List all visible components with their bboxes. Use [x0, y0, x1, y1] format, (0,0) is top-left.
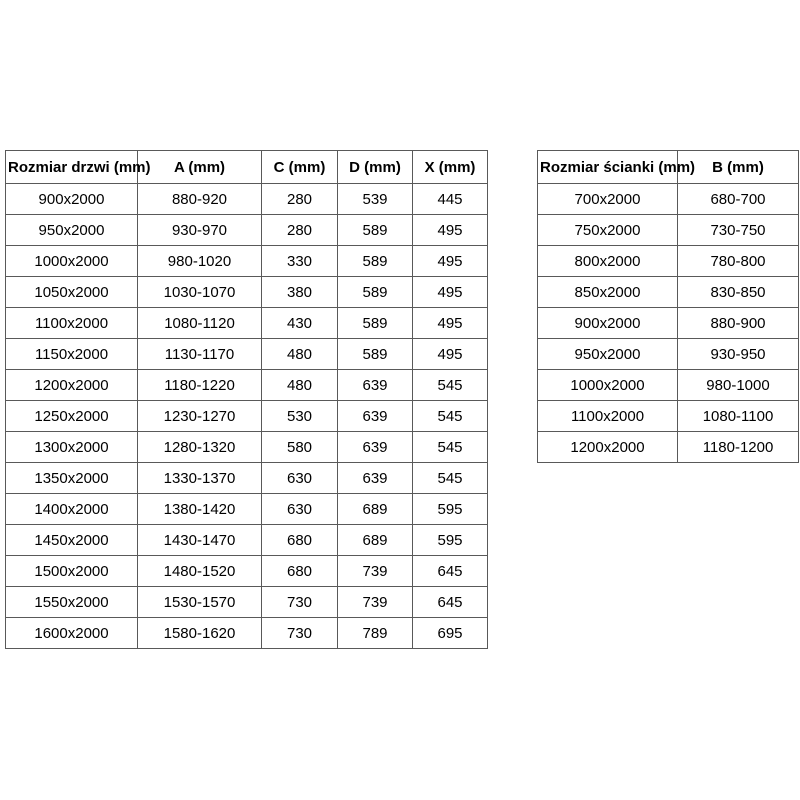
table-cell: 595 — [413, 494, 488, 525]
table-cell: 1080-1100 — [678, 401, 799, 432]
table-cell: 630 — [262, 494, 338, 525]
table-row — [6, 184, 488, 215]
table-row — [538, 432, 799, 463]
table-cell: 589 — [338, 308, 413, 339]
table-cell: 530 — [262, 401, 338, 432]
table-cell: 280 — [262, 215, 338, 246]
table-cell: 880-900 — [678, 308, 799, 339]
table-cell: 639 — [338, 401, 413, 432]
table-row — [538, 277, 799, 308]
table-cell: 689 — [338, 494, 413, 525]
table-cell: 445 — [413, 184, 488, 215]
table-row — [6, 463, 488, 494]
table-row — [6, 277, 488, 308]
table-cell: 1450x2000 — [6, 525, 138, 556]
table-cell: 1100x2000 — [538, 401, 678, 432]
table-cell: 1380-1420 — [138, 494, 262, 525]
table-cell: 630 — [262, 463, 338, 494]
table-row — [6, 494, 488, 525]
table-row — [6, 556, 488, 587]
table-row — [538, 370, 799, 401]
table-cell: 700x2000 — [538, 184, 678, 215]
table-row — [6, 525, 488, 556]
table-cell: 900x2000 — [6, 184, 138, 215]
column-header: A (mm) — [138, 151, 262, 184]
table-cell: 1250x2000 — [6, 401, 138, 432]
table-cell: 595 — [413, 525, 488, 556]
table-cell: 930-950 — [678, 339, 799, 370]
table-cell: 730 — [262, 587, 338, 618]
table-row — [6, 339, 488, 370]
column-header: Rozmiar drzwi (mm) — [6, 151, 138, 184]
table-cell: 739 — [338, 587, 413, 618]
table-cell: 639 — [338, 463, 413, 494]
table-cell: 680 — [262, 556, 338, 587]
table-cell: 689 — [338, 525, 413, 556]
table-cell: 430 — [262, 308, 338, 339]
table-cell: 950x2000 — [6, 215, 138, 246]
table-cell: 1550x2000 — [6, 587, 138, 618]
table-row — [538, 401, 799, 432]
table-cell: 539 — [338, 184, 413, 215]
table-cell: 1230-1270 — [138, 401, 262, 432]
table-cell: 1400x2000 — [6, 494, 138, 525]
table-cell: 1350x2000 — [6, 463, 138, 494]
table-cell: 680-700 — [678, 184, 799, 215]
table-cell: 1480-1520 — [138, 556, 262, 587]
column-header: C (mm) — [262, 151, 338, 184]
table-cell: 1580-1620 — [138, 618, 262, 649]
table-cell: 495 — [413, 246, 488, 277]
table-row — [538, 215, 799, 246]
table-cell: 1100x2000 — [6, 308, 138, 339]
table-cell: 680 — [262, 525, 338, 556]
table-cell: 545 — [413, 370, 488, 401]
table-cell: 1300x2000 — [6, 432, 138, 463]
table-cell: 545 — [413, 463, 488, 494]
table-row — [6, 370, 488, 401]
table-cell: 480 — [262, 370, 338, 401]
table-cell: 589 — [338, 339, 413, 370]
table-cell: 1050x2000 — [6, 277, 138, 308]
column-header: B (mm) — [678, 151, 799, 184]
table-cell: 1000x2000 — [538, 370, 678, 401]
column-header: Rozmiar ścianki (mm) — [538, 151, 678, 184]
table-cell: 639 — [338, 370, 413, 401]
table-cell: 589 — [338, 277, 413, 308]
table-cell: 1200x2000 — [6, 370, 138, 401]
table-cell: 639 — [338, 432, 413, 463]
wall-sizes-table — [537, 150, 799, 463]
table-cell: 789 — [338, 618, 413, 649]
door-table-header-row — [6, 151, 488, 184]
table-cell: 900x2000 — [538, 308, 678, 339]
table-cell: 1150x2000 — [6, 339, 138, 370]
table-cell: 1030-1070 — [138, 277, 262, 308]
table-cell: 950x2000 — [538, 339, 678, 370]
table-cell: 545 — [413, 401, 488, 432]
table-cell: 739 — [338, 556, 413, 587]
column-header: D (mm) — [338, 151, 413, 184]
table-row — [538, 339, 799, 370]
door-sizes-table — [5, 150, 488, 649]
table-cell: 1330-1370 — [138, 463, 262, 494]
table-row — [538, 246, 799, 277]
table-cell: 780-800 — [678, 246, 799, 277]
table-cell: 589 — [338, 215, 413, 246]
table-cell: 589 — [338, 246, 413, 277]
table-row — [6, 308, 488, 339]
table-cell: 1000x2000 — [6, 246, 138, 277]
table-cell: 495 — [413, 277, 488, 308]
table-cell: 1180-1220 — [138, 370, 262, 401]
table-cell: 280 — [262, 184, 338, 215]
column-header: X (mm) — [413, 151, 488, 184]
table-cell: 495 — [413, 339, 488, 370]
table-cell: 750x2000 — [538, 215, 678, 246]
table-cell: 930-970 — [138, 215, 262, 246]
table-row — [6, 401, 488, 432]
table-cell: 800x2000 — [538, 246, 678, 277]
table-row — [6, 246, 488, 277]
table-row — [538, 308, 799, 339]
table-cell: 480 — [262, 339, 338, 370]
table-cell: 645 — [413, 556, 488, 587]
table-cell: 880-920 — [138, 184, 262, 215]
table-row — [6, 215, 488, 246]
table-row — [538, 184, 799, 215]
table-cell: 1600x2000 — [6, 618, 138, 649]
table-row — [6, 587, 488, 618]
table-cell: 330 — [262, 246, 338, 277]
table-cell: 580 — [262, 432, 338, 463]
table-cell: 850x2000 — [538, 277, 678, 308]
table-cell: 730 — [262, 618, 338, 649]
table-row — [6, 432, 488, 463]
table-cell: 695 — [413, 618, 488, 649]
table-cell: 495 — [413, 215, 488, 246]
table-cell: 1530-1570 — [138, 587, 262, 618]
table-cell: 980-1020 — [138, 246, 262, 277]
table-cell: 1130-1170 — [138, 339, 262, 370]
table-row — [6, 618, 488, 649]
table-cell: 830-850 — [678, 277, 799, 308]
table-cell: 1430-1470 — [138, 525, 262, 556]
table-cell: 1200x2000 — [538, 432, 678, 463]
table-cell: 1080-1120 — [138, 308, 262, 339]
table-cell: 645 — [413, 587, 488, 618]
table-cell: 380 — [262, 277, 338, 308]
table-cell: 1280-1320 — [138, 432, 262, 463]
table-cell: 545 — [413, 432, 488, 463]
table-cell: 980-1000 — [678, 370, 799, 401]
table-cell: 495 — [413, 308, 488, 339]
wall-table-header-row — [538, 151, 799, 184]
table-cell: 730-750 — [678, 215, 799, 246]
table-cell: 1180-1200 — [678, 432, 799, 463]
table-cell: 1500x2000 — [6, 556, 138, 587]
